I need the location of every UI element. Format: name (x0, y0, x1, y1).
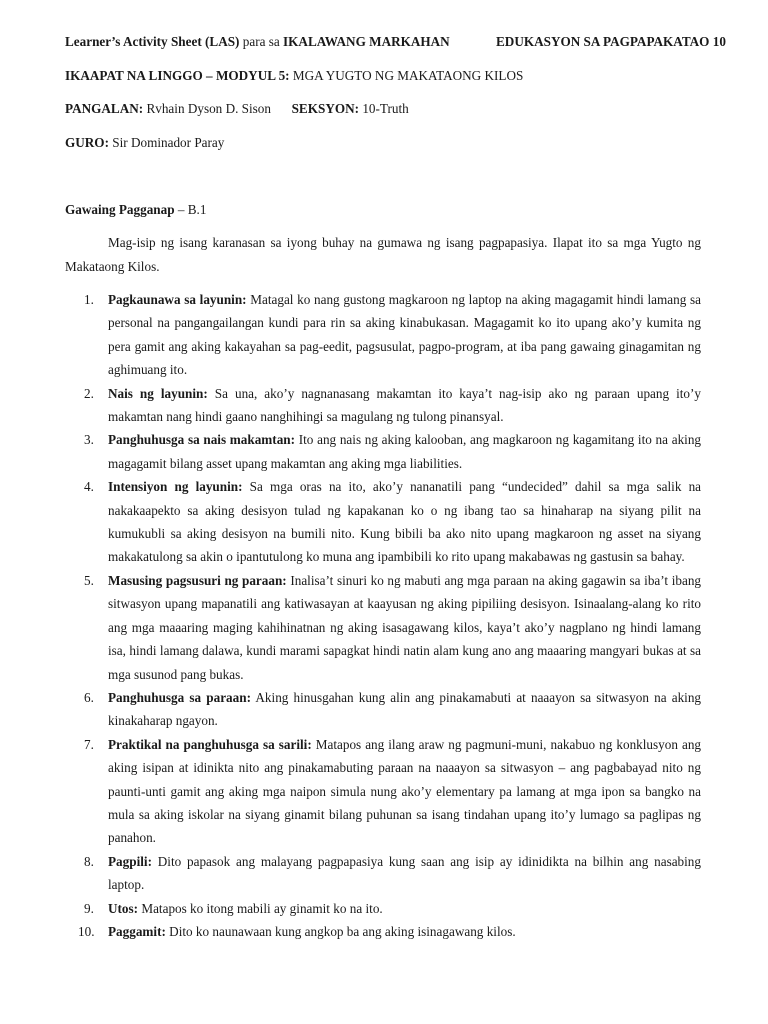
list-item: 1. Pagkaunawa sa layunin: Matagal ko nang gustong magkaroon ng laptop na aking magagamit hindi lamang sa personal na pangangailangan kundi para rin sa aking kinabukasan. Magagamit ko ito upang ako’y kumita ng pera gamit ang aking kakayahan sa pag-eedit, pagsusulat, pagpo-program, at iba pang gawaing ginagamitan ng aghimuang ito. (84, 292, 702, 378)
las-label: Learner’s Activity Sheet (LAS) (65, 34, 240, 49)
section-label: SEKSYON: (291, 101, 360, 116)
teacher-name: Sir Dominador Paray (112, 135, 225, 150)
student-section: 10-Truth (362, 101, 409, 116)
list-item: 3. Panghuhusga sa nais makamtan: Ito ang nais ng aking kalooban, ang magkaroon ng kagamitang ito na aking magagamit bilang asset upang makamtan ang aking mga liabilities. (84, 432, 702, 471)
subject-title: EDUKASYON SA PAGPAPAKATAO 10 (496, 34, 726, 49)
intro-paragraph: Mag-isip ng isang karanasan sa iyong buhay na gumawa ng isang pagpapasiya. Ilapat ito sa mga Yugto ng Makataong Kilos. (65, 235, 701, 274)
list-item: 5. Masusing pagsusuri ng paraan: Inalisa’t sinuri ko ng mabuti ang mga paraan na aking gagawin sa iba’t ibang sitwasyon upang mapanatili ang katiwasayan at kaayusan ng aking pipiliing desisyon. Isinaalang-alang ko rito ang mga maaaring maging kahihinatnan ng aking isasagawang kilos, kaya’t ako’y nagplano ng hindi lamang isa, hindi lamang dalawa, kundi marami sapagkat hindi natin alam kung ano ang maaaring mangyari bukas at sa mga susunod pang bukas. (84, 572, 702, 682)
page-header (65, 34, 726, 50)
list-item: 2. Nais ng layunin: Sa una, ako’y nagnanasang makamtan ito kaya’t nag-isip ako ng paraan upang ito’y makamtan nang hindi gaano nanghihingi sa magulang ng tulong pinansyal. (84, 385, 701, 425)
list-item: 9. Utos: Matapos ko itong mabili ay ginamit ko na ito. (84, 900, 383, 916)
student-name: Rvhain Dyson D. Sison (146, 101, 271, 116)
stages-list (65, 288, 701, 943)
quarter-label: IKALAWANG MARKAHAN (283, 34, 450, 49)
task-heading (65, 202, 206, 218)
list-item: 8. Pagpili: Dito papasok ang malayang pagpapasiya kung saan ang isip ay idinidikta na bilhin ang nasabing laptop. (84, 853, 701, 893)
list-item: 7. Praktikal na panghuhusga sa sarili: Matapos ang ilang araw ng pagmuni-muni, nakabuo ng konklusyon ang aking isipan at idinikta nito ang pinakamabuting paraan na naaayon sa sitwasyon – ang pagbabayad nito ng paunti-unti gamit ang aking mga naipon simula nung ako’y elementary pa lamang at mga ipon sa bangko na mula sa aking iskolar na siyang ginamit bilang puhunan sa isang tindahan upang ito’y lumago sa paglipas ng panahon. (84, 736, 702, 846)
list-item: 6. Panghuhusga sa paraan: Aking hinusgahan kung alin ang pinakamabuti at naaayon sa sitwasyon na aking kinakaharap ngayon. (84, 689, 702, 729)
teacher-line (65, 135, 224, 151)
student-line (65, 101, 409, 117)
task-code: – B.1 (177, 202, 207, 217)
name-label: PANGALAN: (65, 101, 144, 116)
module-title: MGA YUGTO NG MAKATAONG KILOS (292, 68, 524, 83)
task-label: Gawaing Pagganap (65, 202, 175, 217)
list-item: 4. Intensiyon ng layunin: Sa mga oras na ito, ako’y nananatili pang “undecided” dahil sa mga salik na nakakaapekto sa aking desisyon tulad ng kapakanan ko o ng ibang tao sa hinaharap na siyang pilit na kumukubli sa aking desisyon na bumili nito. Kung bibili ba ako nito upang magkaroon ng asset na siyang makakatulong sa akin o ipantutulong ko muna ang ipambibili ko rito upang makabawas ng gastusin sa bahay. (84, 479, 702, 565)
week-line (65, 68, 523, 84)
week-label: IKAAPAT NA LINGGO – MODYUL 5: (65, 68, 290, 83)
list-item: 10. Paggamit: Dito ko naunawaan kung angkop ba ang aking isinagawang kilos. (78, 923, 516, 939)
para-sa-text: para sa (242, 34, 280, 49)
teacher-label: GURO: (65, 135, 109, 150)
